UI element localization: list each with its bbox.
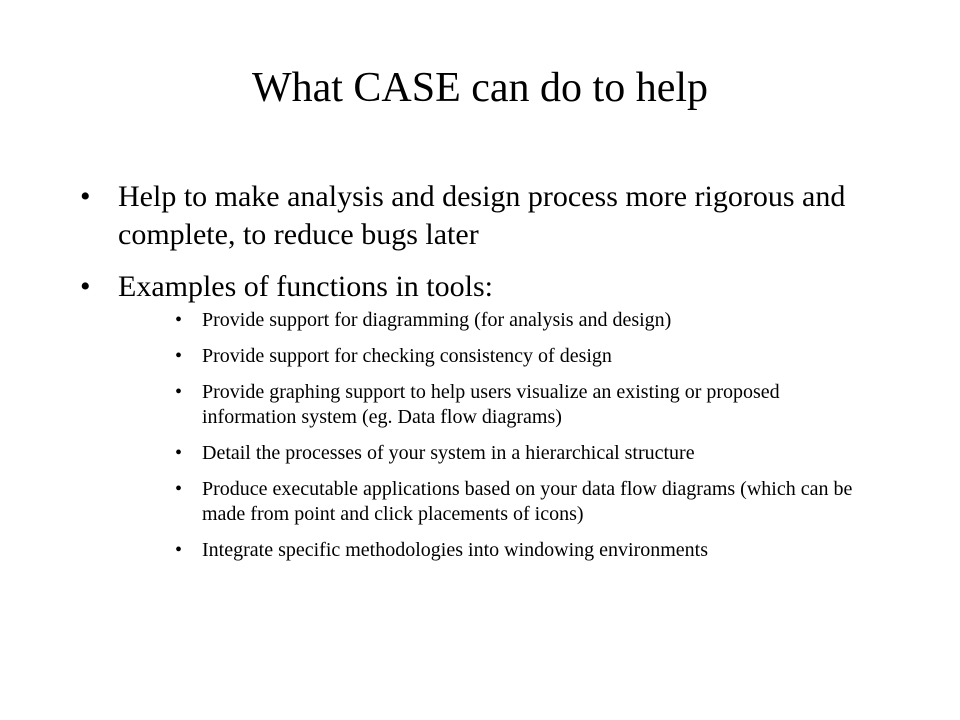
main-bullet-item — [80, 268, 900, 563]
sub-bullet-item — [175, 538, 875, 563]
sub-bullet-text: Provide graphing support to help users visualize an existing or proposed information system (eg. Data flow diagrams) — [202, 381, 780, 428]
bullet-icon: • — [80, 270, 91, 303]
slide-title: What CASE can do to help — [251, 65, 709, 111]
sub-bullet-item — [175, 477, 875, 527]
sub-bullet-item — [175, 380, 875, 430]
sub-bullet-item — [175, 308, 875, 333]
bullet-icon: • — [175, 309, 183, 331]
sub-bullet-list — [175, 308, 875, 563]
sub-bullet-text: Provide support for diagramming (for analysis and design) — [202, 309, 672, 331]
sub-bullet-text: Detail the processes of your system in a hierarchical structure — [202, 442, 695, 464]
sub-bullet-item — [175, 441, 875, 466]
bullet-icon: • — [175, 345, 183, 367]
sub-bullet-text: Integrate specific methodologies into windowing environments — [202, 539, 708, 561]
bullet-icon: • — [175, 381, 183, 403]
sub-bullet-text: Produce executable applications based on your data flow diagrams (which can be made from point and click placements of icons) — [202, 478, 853, 525]
main-bullet-list — [80, 178, 900, 577]
sub-bullet-item — [175, 344, 875, 369]
main-bullet-text: Help to make analysis and design process more rigorous and complete, to reduce bugs later — [118, 180, 846, 251]
sub-bullet-text: Provide support for checking consistency of design — [202, 345, 612, 367]
main-bullet-text: Examples of functions in tools: — [118, 270, 493, 303]
bullet-icon: • — [80, 180, 91, 213]
bullet-icon: • — [175, 442, 183, 464]
bullet-icon: • — [175, 478, 183, 500]
main-bullet-item — [80, 178, 900, 254]
bullet-icon: • — [175, 539, 183, 561]
